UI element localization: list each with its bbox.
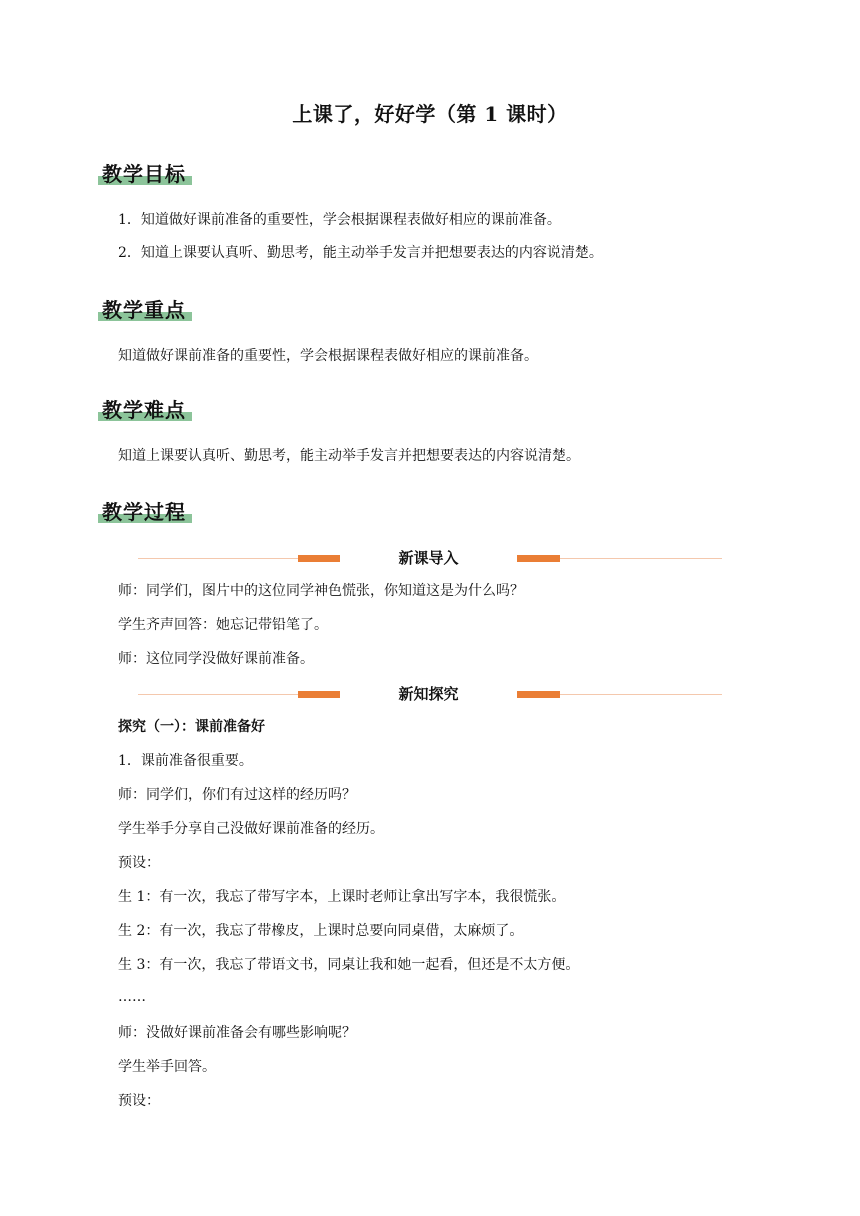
section-heading-key-points xyxy=(96,298,186,328)
divider-accent-right xyxy=(517,691,560,698)
section-heading-goals xyxy=(96,162,186,192)
explore-line: 生 1：有一次，我忘了带写字本，上课时老师让拿出写字本，我很慌张。 xyxy=(118,889,566,905)
explore-line: 师：同学们，你们有过这样的经历吗？ xyxy=(118,787,356,803)
divider-line-left xyxy=(138,558,298,559)
difficulties-text: 知道上课要认真听、勤思考，能主动举手发言并把想要表达的内容说清楚。 xyxy=(118,448,580,464)
dialogue-line: 师：这位同学没做好课前准备。 xyxy=(118,651,314,667)
explore-line: 生 2：有一次，我忘了带橡皮，上课时总要向同桌借，太麻烦了。 xyxy=(118,923,524,939)
section-heading-process xyxy=(96,500,186,530)
section-heading-difficulties xyxy=(96,398,186,428)
section-heading-text: 教学重点 xyxy=(102,298,186,322)
divider-line-left xyxy=(138,694,298,695)
explore-line: 师：没做好课前准备会有哪些影响呢？ xyxy=(118,1025,356,1041)
explore-line: 学生举手分享自己没做好课前准备的经历。 xyxy=(118,821,384,837)
key-points-text: 知道做好课前准备的重要性，学会根据课程表做好相应的课前准备。 xyxy=(118,348,538,364)
dialogue-line: 师：同学们，图片中的这位同学神色慌张，你知道这是为什么吗？ xyxy=(118,583,524,599)
explore-line: 1．课前准备很重要。 xyxy=(118,753,253,769)
goal-item: 2．知道上课要认真听、勤思考，能主动举手发言并把想要表达的内容说清楚。 xyxy=(118,245,603,261)
divider-accent-left xyxy=(298,691,340,698)
section-heading-text: 教学过程 xyxy=(102,500,186,524)
document-title: 上课了，好好学（第 1 课时） xyxy=(292,102,568,126)
divider-line-right xyxy=(560,694,722,695)
explore-line: …… xyxy=(118,989,146,1005)
subsection-title: 新知探究 xyxy=(398,685,459,703)
subsection-divider-explore xyxy=(138,683,722,705)
section-heading-text: 教学难点 xyxy=(102,398,186,422)
explore-line: 预设： xyxy=(118,855,160,871)
divider-line-right xyxy=(560,558,722,559)
explore-line: 生 3：有一次，我忘了带语文书，同桌让我和她一起看，但还是不太方便。 xyxy=(118,957,580,973)
dialogue-line: 学生齐声回答：她忘记带铅笔了。 xyxy=(118,617,328,633)
section-heading-text: 教学目标 xyxy=(102,162,186,186)
goal-item: 1．知道做好课前准备的重要性，学会根据课程表做好相应的课前准备。 xyxy=(118,212,561,228)
explore-line: 学生举手回答。 xyxy=(118,1059,216,1075)
explore-heading: 探究（一）：课前准备好 xyxy=(118,719,265,735)
explore-line: 预设： xyxy=(118,1093,160,1109)
divider-accent-right xyxy=(517,555,560,562)
subsection-divider-intro xyxy=(138,547,722,569)
divider-accent-left xyxy=(298,555,340,562)
subsection-title: 新课导入 xyxy=(398,549,459,567)
